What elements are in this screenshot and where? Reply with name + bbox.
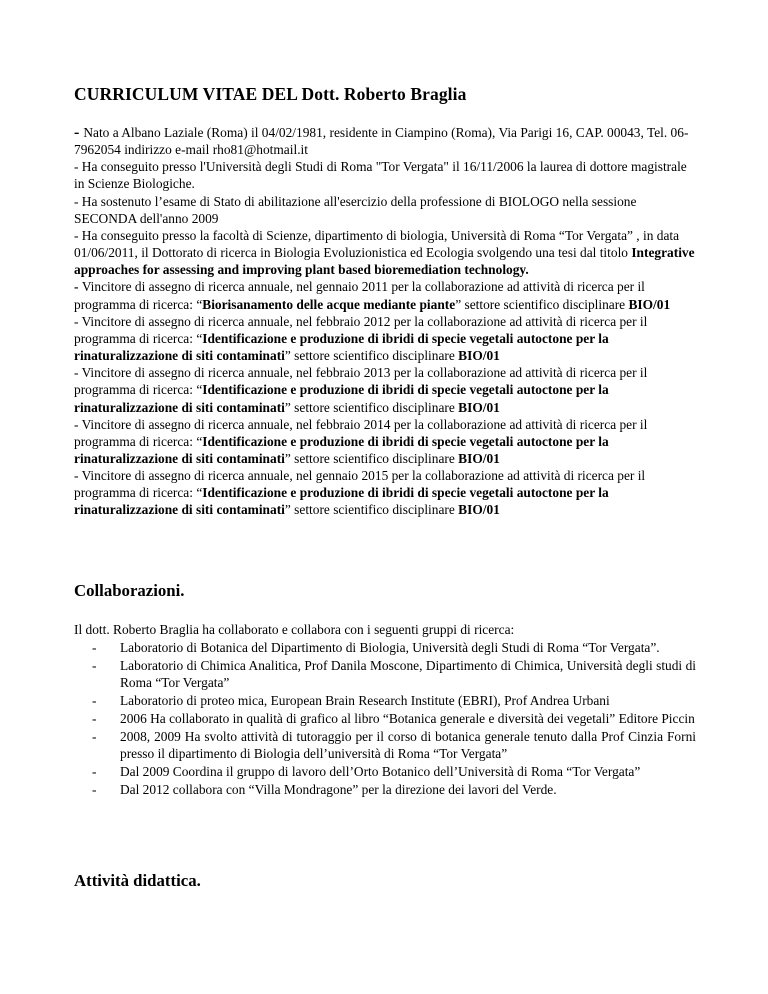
bio-text-run: ” settore scientifico disciplinare	[284, 348, 459, 364]
bio-text-run: Nato a Albano Laziale (Roma) il 04/02/1981, residente in Ciampino (Roma), Via Parigi 16, CAP. 00043, Tel. 06-7962054 indirizzo e-mail rho81@hotmail.it	[74, 125, 689, 158]
bio-text-run: Identificazione e produzione di ibridi di specie vegetali autoctone per la rinaturalizzazione di siti contaminati	[74, 330, 609, 364]
bio-text-run: - Vincitore di assegno di ricerca annuale, nel febbraio 2014 per la collaborazione ad attività di ricerca per il programma di ricerca: “	[74, 416, 648, 449]
collaborazioni-item: - Dal 2009 Coordina il gruppo di lavoro dell’Orto Botanico dell’Università di Roma “Tor Vergata”	[92, 763, 696, 781]
collaborazioni-item: - Laboratorio di proteo mica, European Brain Research Institute (EBRI), Prof Andrea Urbani	[92, 692, 696, 710]
bio-paragraph	[74, 416, 699, 467]
bio-text-run: BIO/01	[458, 399, 500, 415]
bio-text-run: - Vincitore di assegno di ricerca annuale, nel febbraio 2012 per la collaborazione ad attività di ricerca per il programma di ricerca: “	[74, 313, 648, 346]
bio-section	[74, 124, 699, 519]
bio-text-run: ” settore scientifico disciplinare	[455, 296, 629, 312]
bio-text-run: Identificazione e produzione di ibridi di specie vegetali autoctone per la rinaturalizzazione di siti contaminati	[74, 485, 609, 518]
bio-text-run: BIO/01	[458, 348, 500, 364]
collaborazioni-heading: Collaborazioni.	[74, 581, 185, 600]
bio-paragraph	[74, 364, 699, 415]
bio-paragraph	[74, 124, 699, 158]
collaborazioni-item: - Dal 2012 collabora con “Villa Mondragone” per la direzione dei lavori del Verde.	[92, 781, 696, 799]
bio-paragraph	[74, 158, 699, 192]
collaborazioni-list	[92, 639, 696, 798]
bio-text-run: Integrative approaches for assessing and improving plant based bioremediation technology.	[74, 245, 695, 278]
bio-text-run: BIO/01	[458, 450, 500, 466]
bio-text-run: Vincitore di assegno di ricerca annuale, nel gennaio 2011 per la collaborazione ad attività di ricerca per il programma di ricerca: “	[74, 279, 645, 312]
bio-text-run: BIO/01	[628, 296, 671, 312]
bio-text-run: Biorisanamento delle acque mediante piante	[202, 296, 456, 312]
bio-paragraph	[74, 278, 699, 312]
bio-text-run: ” settore scientifico disciplinare	[284, 502, 459, 518]
bio-text-run: - Ha conseguito presso l'Università degli Studi di Roma "Tor Vergata" il 16/11/2006 la laurea di dottore magistrale in Scienze Biologiche.	[74, 159, 687, 192]
bio-text-run: BIO/01	[458, 502, 500, 518]
bio-text-run: - Ha sostenuto l’esame di Stato di abilitazione all'esercizio della professione di BIOLOGO nella sessione SECONDA dell'anno 2009	[74, 193, 637, 226]
bio-paragraph	[74, 467, 699, 518]
bio-paragraph	[74, 193, 699, 227]
bio-text-run: - Vincitore di assegno di ricerca annuale, nel gennaio 2015 per la collaborazione ad attività di ricerca per il programma di ricerca: “	[74, 468, 646, 501]
collaborazioni-item: - Laboratorio di Botanica del Dipartimento di Biologia, Università degli Studi di Roma “Tor Vergata”.	[92, 639, 696, 657]
bio-text-run: Identificazione e produzione di ibridi di specie vegetali autoctone per la rinaturalizzazione di siti contaminati	[74, 433, 609, 466]
bio-text-run: -	[74, 124, 84, 141]
document-title: CURRICULUM VITAE DEL Dott. Roberto Braglia	[74, 84, 467, 104]
collaborazioni-intro: Il dott. Roberto Braglia ha collaborato e collabora con i seguenti gruppi di ricerca:	[74, 622, 515, 637]
bio-text-run: - Ha conseguito presso la facoltà di Scienze, dipartimento di biologia, Università di Roma “Tor Vergata” , in data 01/06/2011, il Dottorato di ricerca in Biologia Evoluzionistica ed Ecologia svolgendo una tesi dal titolo	[74, 227, 680, 261]
bio-paragraph	[74, 313, 699, 364]
bio-text-run: - Vincitore di assegno di ricerca annuale, nel febbraio 2013 per la collaborazione ad attività di ricerca per il programma di ricerca: “	[74, 365, 648, 398]
bio-text-run: ” settore scientifico disciplinare	[284, 399, 459, 415]
bio-text-run: -	[74, 279, 82, 295]
bio-paragraph	[74, 227, 699, 278]
attivita-didattica-heading: Attività didattica.	[74, 871, 201, 890]
bio-text-run: ” settore scientifico disciplinare	[284, 450, 459, 466]
collaborazioni-item: - Laboratorio di Chimica Analitica, Prof Danila Moscone, Dipartimento di Chimica, Università degli studi di Roma “Tor Vergata”	[92, 657, 696, 692]
bio-text-run: Identificazione e produzione di ibridi di specie vegetali autoctone per la rinaturalizzazione di siti contaminati	[74, 382, 609, 415]
collaborazioni-item: - 2008, 2009 Ha svolto attività di tutoraggio per il corso di botanica generale tenuto dalla Prof Cinzia Forni presso il dipartimento di Biologia dell’università di Roma “Tor Vergata”	[92, 728, 696, 763]
collaborazioni-item: - 2006 Ha collaborato in qualità di grafico al libro “Botanica generale e diversità dei vegetali” Editore Piccin	[92, 710, 696, 728]
